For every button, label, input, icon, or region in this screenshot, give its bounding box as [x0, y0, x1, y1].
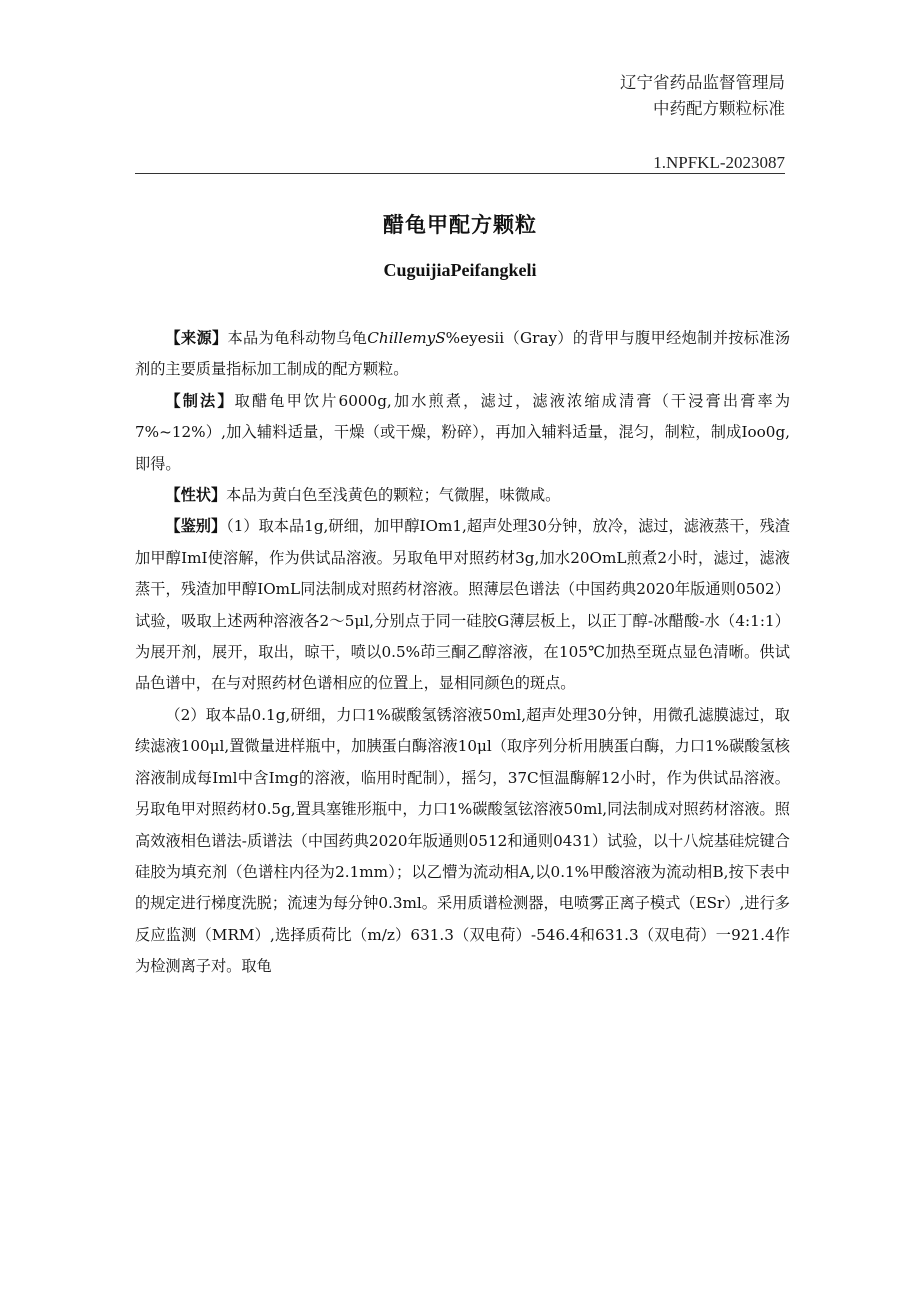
document-number: 1.NPFKL-2023087: [653, 153, 785, 172]
identification-label: 【鉴别】: [165, 517, 227, 536]
source-latin-name: ChillemyS: [367, 329, 446, 347]
identification-text-1: （1）取本品1g,研细，加甲醇IOm1,超声处理30分钟，放冷，滤过，滤液蒸干，残渣加甲醇ImI使溶解，作为供试品溶液。另取龟甲对照药材3g,加水20OmL煎煮2小时，滤过，滤液蒸干，残渣加甲醇IOmL同法制成对照药材溶液。照薄层色谱法（中国药典2020年版通则0502）试验，吸取上述两种溶液各2～5μl,分别点于同一硅胶G薄层板上，以正丁醇-冰醋酸-水（4:1:1）为展开剂，展开，取出，晾干，喷以0.5%茚三酮乙醇溶液，在105℃加热至斑点显色清晰。供试品色谱中，在与对照药材色谱相应的位置上，显相同颜色的斑点。: [135, 517, 790, 693]
source-label: 【来源】: [165, 329, 228, 347]
character-paragraph: [135, 480, 790, 511]
identification-paragraph-2: [135, 700, 790, 983]
preparation-paragraph: [135, 386, 790, 480]
character-text: 本品为黄白色至浅黄色的颗粒；气微腥，味微咸。: [226, 486, 561, 505]
source-text-before: 本品为龟科动物乌龟: [227, 329, 368, 347]
header-divider: [135, 173, 785, 174]
standard-category: 中药配方颗粒标准: [653, 99, 785, 118]
issuing-authority-name: 辽宁省药品监督管理局: [620, 73, 785, 92]
document-body: [135, 323, 790, 983]
preparation-label: 【制法】: [165, 391, 235, 410]
preparation-text: 取醋龟甲饮片6000g,加水煎煮，滤过，滤液浓缩成清膏（干浸膏出膏率为7%~12%）,加入辅料适量，干燥（或干燥，粉碎），再加入辅料适量，混匀，制粒，制成Ioo0g,即得。: [135, 391, 791, 473]
page-title: 醋龟甲配方颗粒: [383, 213, 537, 237]
issuing-authority: [620, 70, 785, 122]
character-label: 【性状】: [165, 486, 227, 505]
page-subtitle-pinyin: CuguijiaPeifangkeli: [383, 260, 537, 280]
identification-paragraph-1: [135, 511, 790, 699]
source-paragraph: [135, 323, 790, 386]
source-text-after: %eyesii（Gray）的背甲与腹甲经炮制并按标准汤剂的主要质量指标加工制成的配方颗粒。: [135, 329, 791, 379]
identification-text-2: （2）取本品0.1g,研细，力口1%碳酸氢锈溶液50ml,超声处理30分钟，用微孔滤膜滤过，取续滤液100μl,置微量进样瓶中，加胰蛋白酶溶液10μl（取序列分析用胰蛋白酶，力口1%碳酸氢核溶液制成每Iml中含Img的溶液，临用时配制），摇匀，37C恒温酶解12小时，作为供试品溶液。另取龟甲对照药材0.5g,置具塞锥形瓶中，力口1%碳酸氢铉溶液50ml,同法制成对照药材溶液。照高效液相色谱法-质谱法（中国药典2020年版通则0512和通则0431）试验，以十八烷基硅烷键合硅胶为填充剂（色谱柱内径为2.1mm）；以乙懵为流动相A,以0.1%甲酸溶液为流动相B,按下表中的规定进行梯度洗脱；流速为每分钟0.3ml。采用质谱检测器，电喷雾正离子模式（ESr）,进行多反应监测（MRM）,选择质荷比（m/z）631.3（双电荷）-546.4和631.3（双电荷）一921.4作为检测离子对。取龟: [135, 705, 790, 976]
